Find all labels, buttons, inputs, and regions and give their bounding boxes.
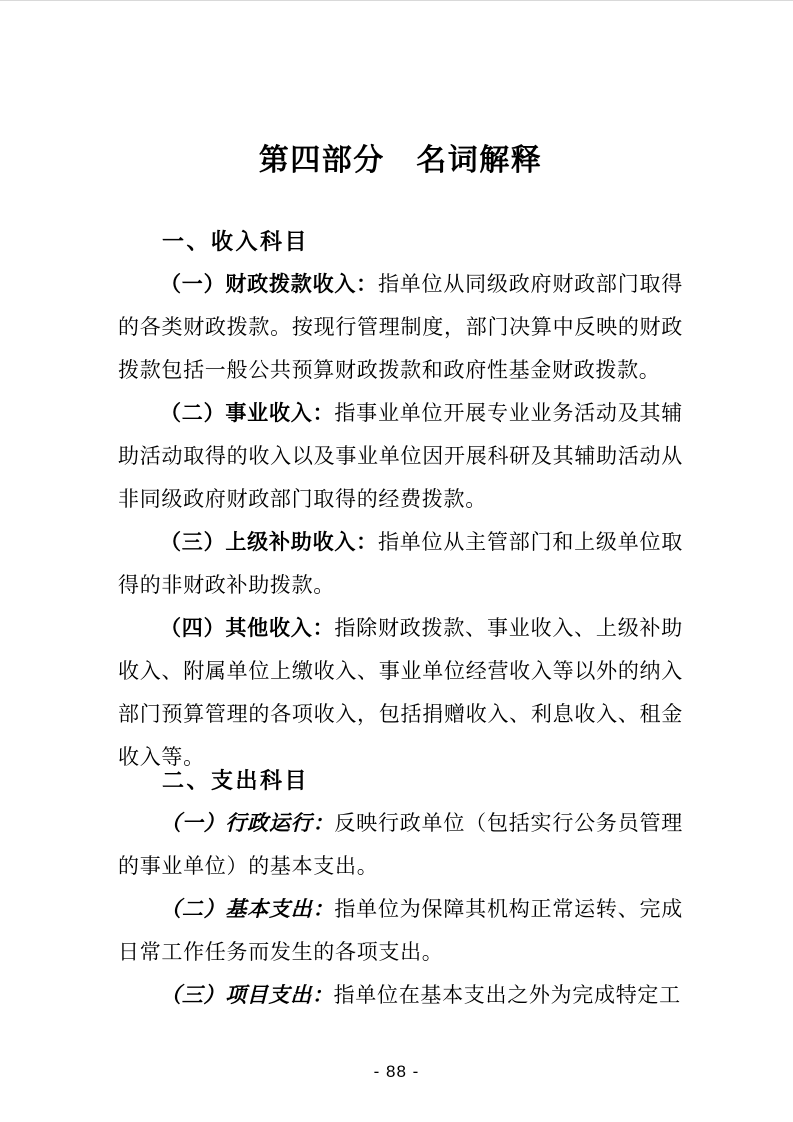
page-number: - 88 - [373, 1062, 420, 1081]
definition-basic-expenditure: 指单位为保障其机构正常运转、完成日常工作任务而发生的各项支出。 [118, 897, 684, 964]
section-heading-income: 一、收入科目 [162, 229, 310, 254]
definition-administrative-operation: 反映行政单位（包括实行公务员管理的事业单位）的基本支出。 [118, 811, 684, 878]
paragraph-administrative-operation [118, 802, 683, 888]
definition-other-income: 指除财政拨款、事业收入、上级补助收入、附属单位上缴收入、事业单位经营收入等以外的纳入部门预算管理的各项收入，包括捐赠收入、利息收入、租金收入等。 [118, 616, 684, 769]
term-operational-income: （二）事业收入： [160, 401, 335, 425]
section-heading-expenditure: 二、支出科目 [162, 768, 310, 793]
term-project-expenditure: （三）项目支出： [160, 983, 334, 1007]
paragraph-superior-subsidy-income [118, 521, 683, 607]
term-basic-expenditure: （二）基本支出： [160, 897, 335, 921]
page-content [118, 1, 683, 1017]
definition-superior-subsidy-income: 指单位从主管部门和上级单位取得的非财政补助拨款。 [118, 530, 683, 597]
paragraph-fiscal-appropriation-income [118, 263, 683, 392]
term-fiscal-appropriation-income: （一）财政拨款收入： [160, 272, 378, 296]
term-other-income: （四）其他收入： [160, 616, 335, 640]
term-administrative-operation: （一）行政运行： [160, 811, 335, 835]
term-superior-subsidy-income: （三）上级补助收入： [160, 530, 378, 554]
paragraph-project-expenditure [118, 974, 683, 1017]
definition-project-expenditure: 指单位在基本支出之外为完成特定工 [333, 983, 681, 1007]
page-title: 第四部分 名词解释 [258, 144, 543, 177]
definition-fiscal-appropriation-income: 指单位从同级政府财政部门取得的各类财政拨款。按现行管理制度，部门决算中反映的财政拨款包括一般公共预算财政拨款和政府性基金财政拨款。 [118, 272, 683, 382]
paragraph-other-income [118, 607, 683, 779]
paragraph-operational-income [118, 392, 683, 521]
definition-operational-income: 指事业单位开展专业业务活动及其辅助活动取得的收入以及事业单位因开展科研及其辅助活动从非同级政府财政部门取得的经费拨款。 [118, 401, 684, 511]
paragraph-basic-expenditure [118, 888, 683, 974]
